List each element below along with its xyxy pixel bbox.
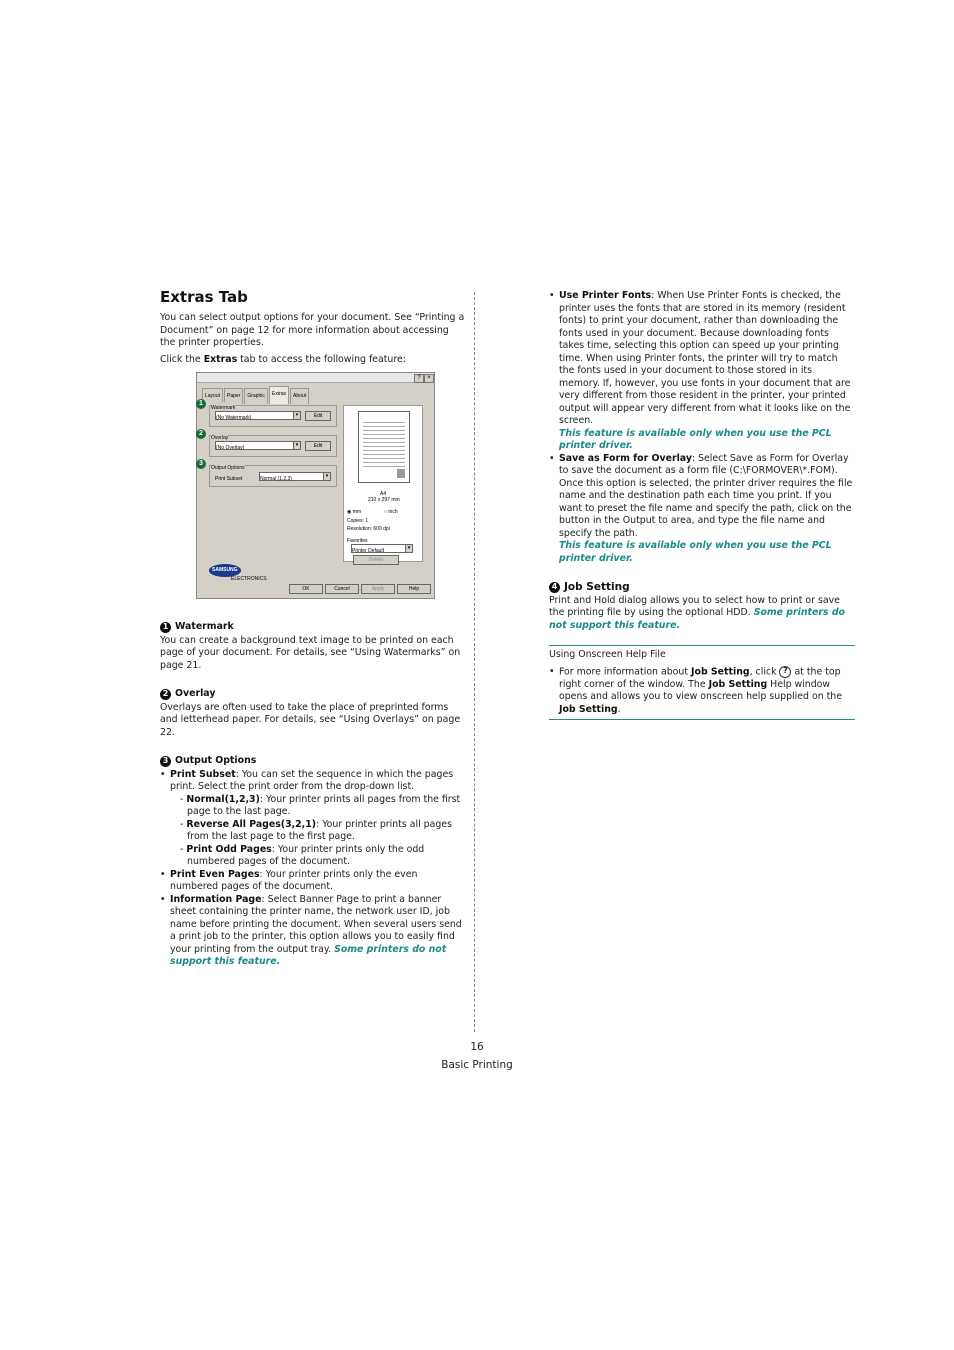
list-subitem: - Normal(1,2,3): Your printer prints all pages from the first page to the last page.: [180, 793, 461, 817]
ok-button[interactable]: OK: [289, 584, 323, 594]
list-item: • Save as Form for Overlay: Select Save as Form for Overlay to save the document as a form file (C:\FORMOVER\*.FOM). Once this option is selected, the printer driver requires the file name and the destination path each time you print. If you want to preset the file name and specify the path, click on the button in the Output to area, and type the file name and specify the path. This feature is available only when you use the PCL printer driver.: [549, 453, 855, 566]
help-button[interactable]: Help: [397, 584, 431, 594]
close-icon[interactable]: ×: [424, 374, 434, 383]
samsung-logo: SAMSUNG: [209, 564, 241, 577]
delete-button[interactable]: Delete: [353, 555, 399, 565]
favorites-select[interactable]: Printer Default ▾: [351, 544, 413, 553]
overlay-label: Overlay: [211, 432, 228, 445]
column-divider: [474, 292, 475, 1032]
apply-button[interactable]: Apply: [361, 584, 395, 594]
help-icon: ?: [779, 666, 791, 678]
paper-size: A4: [380, 491, 387, 497]
font-options-list: [549, 290, 855, 565]
paper-dimensions: 210 x 297 mm: [368, 497, 400, 503]
badge-3: 3: [196, 459, 206, 469]
copies-readout: Copies: 1: [347, 518, 369, 524]
badge-2: 2: [196, 429, 206, 439]
inch-radio[interactable]: ○ inch: [384, 509, 398, 515]
output-options-label: Output Options: [211, 462, 245, 475]
chevron-down-icon: ▾: [293, 442, 300, 449]
chevron-down-icon: ▾: [405, 545, 412, 552]
right-column: [549, 290, 855, 720]
tab-about[interactable]: About: [290, 388, 309, 404]
dialog-title-bar: [197, 373, 434, 383]
help-box-title: Using Onscreen Help File: [549, 649, 666, 660]
overlay-text: Overlays are often used to take the place of preprinted forms and letterhead paper. For details, see “Using Overlays” on page 22.: [160, 701, 461, 738]
help-icon[interactable]: ?: [414, 374, 424, 383]
page-title: Extras Tab: [160, 288, 248, 306]
chevron-down-icon: ▾: [293, 412, 300, 419]
overlay-select[interactable]: (No Overlay) ▾: [215, 441, 301, 450]
logo-subtext: ELECTRONICS: [231, 576, 267, 582]
printer-properties-dialog: [196, 372, 435, 599]
footer-section: Basic Printing: [441, 1059, 513, 1071]
page-preview: [358, 411, 410, 483]
list-subitem: - Reverse All Pages(3,2,1): Your printer prints all pages from the last page to the first page.: [180, 818, 452, 842]
list-item: • Print Even Pages: Your printer prints only the even numbered pages of the document.: [160, 869, 465, 894]
job-setting-text: Print and Hold dialog allows you to select how to print or save the printing file by using the optional HDD. Some printers do not support this feature.: [549, 594, 845, 631]
help-box-list: [549, 666, 855, 720]
overlay-edit-button[interactable]: Edit: [305, 441, 331, 451]
click-instruction: Click the Extras tab to access the following feature:: [160, 353, 406, 365]
tab-graphic[interactable]: Graphic: [244, 388, 268, 404]
tab-layout[interactable]: Layout: [202, 388, 223, 404]
output-options-heading: 3 Output Options: [160, 755, 465, 768]
mm-radio[interactable]: ◉ mm: [347, 509, 362, 515]
tab-extras[interactable]: Extras: [269, 386, 289, 404]
overlay-heading: 2 Overlay: [160, 688, 465, 701]
help-box: [549, 645, 855, 720]
resolution-readout: Resolution: 600 dpi: [347, 526, 390, 532]
print-subset-label: Print Subset: [215, 476, 243, 482]
list-subitem: - Print Odd Pages: Your printer prints only the odd numbered pages of the document.: [180, 843, 425, 867]
list-item: • Information Page: Select Banner Page to print a banner sheet containing the printer name, the network user ID, job name before printing the document. When several users send a print job to the printer, this option allows you to easily find your printing from the output tray. Some printers do not support this feature.: [160, 894, 465, 969]
cancel-button[interactable]: Cancel: [325, 584, 359, 594]
tab-paper[interactable]: Paper: [224, 388, 243, 404]
intro-text: You can select output options for your document. See “Printing a Document” on page 12 for more information about accessing the printer properties.: [160, 312, 465, 348]
watermark-text: You can create a background text image to be printed on each page of your document. For details, see “Using Watermarks” on page 21.: [160, 634, 461, 671]
chevron-down-icon: ▾: [323, 473, 330, 480]
preview-panel: [343, 405, 423, 562]
job-setting-heading: 4 Job Setting: [549, 581, 855, 594]
badge-1: 1: [196, 399, 206, 409]
list-item: • Use Printer Fonts: When Use Printer Fonts is checked, the printer uses the fonts that are stored in its memory (resident fonts) to print your document, rather than downloading the fonts used in your document. Because downloading fonts takes time, selecting this option can speed up your printing time. When using Printer fonts, the printer will try to match the fonts used in your document to those stored in its memory. If, however, you use fonts in your document that are very different from those resident in the printer, your printed output will appear very different from what it looks like on the screen. This feature is available only when you use the PCL printer driver.: [549, 290, 855, 453]
divider: [549, 719, 855, 720]
list-item: • For more information about Job Setting, click ? at the top right corner of the window. The Job Setting Help window opens and allows you to view onscreen help supplied on the Job Setting.: [549, 666, 855, 717]
output-options-list: [160, 769, 465, 969]
watermark-select[interactable]: (No Watermark) ▾: [215, 411, 301, 420]
list-item: • Print Subset: You can set the sequence in which the pages print. Select the print order from the drop-down list. - Normal(1,2,3): Your printer prints all pages from the first page to the last page. - Reverse All Pages(3,2,1): Your printer prints all pages from the last page to the first page. - Print Odd Pages: Your printer prints only the odd numbered pages of the document.: [160, 769, 465, 869]
print-subset-select[interactable]: Normal (1,2,3) ▾: [259, 472, 331, 481]
watermark-edit-button[interactable]: Edit: [305, 411, 331, 421]
page-number: 16: [470, 1041, 484, 1053]
watermark-heading: 1 Watermark: [160, 621, 465, 634]
left-column: [160, 288, 465, 969]
favorites-label: Favorites: [347, 538, 368, 544]
watermark-label: Watermark: [211, 402, 235, 415]
